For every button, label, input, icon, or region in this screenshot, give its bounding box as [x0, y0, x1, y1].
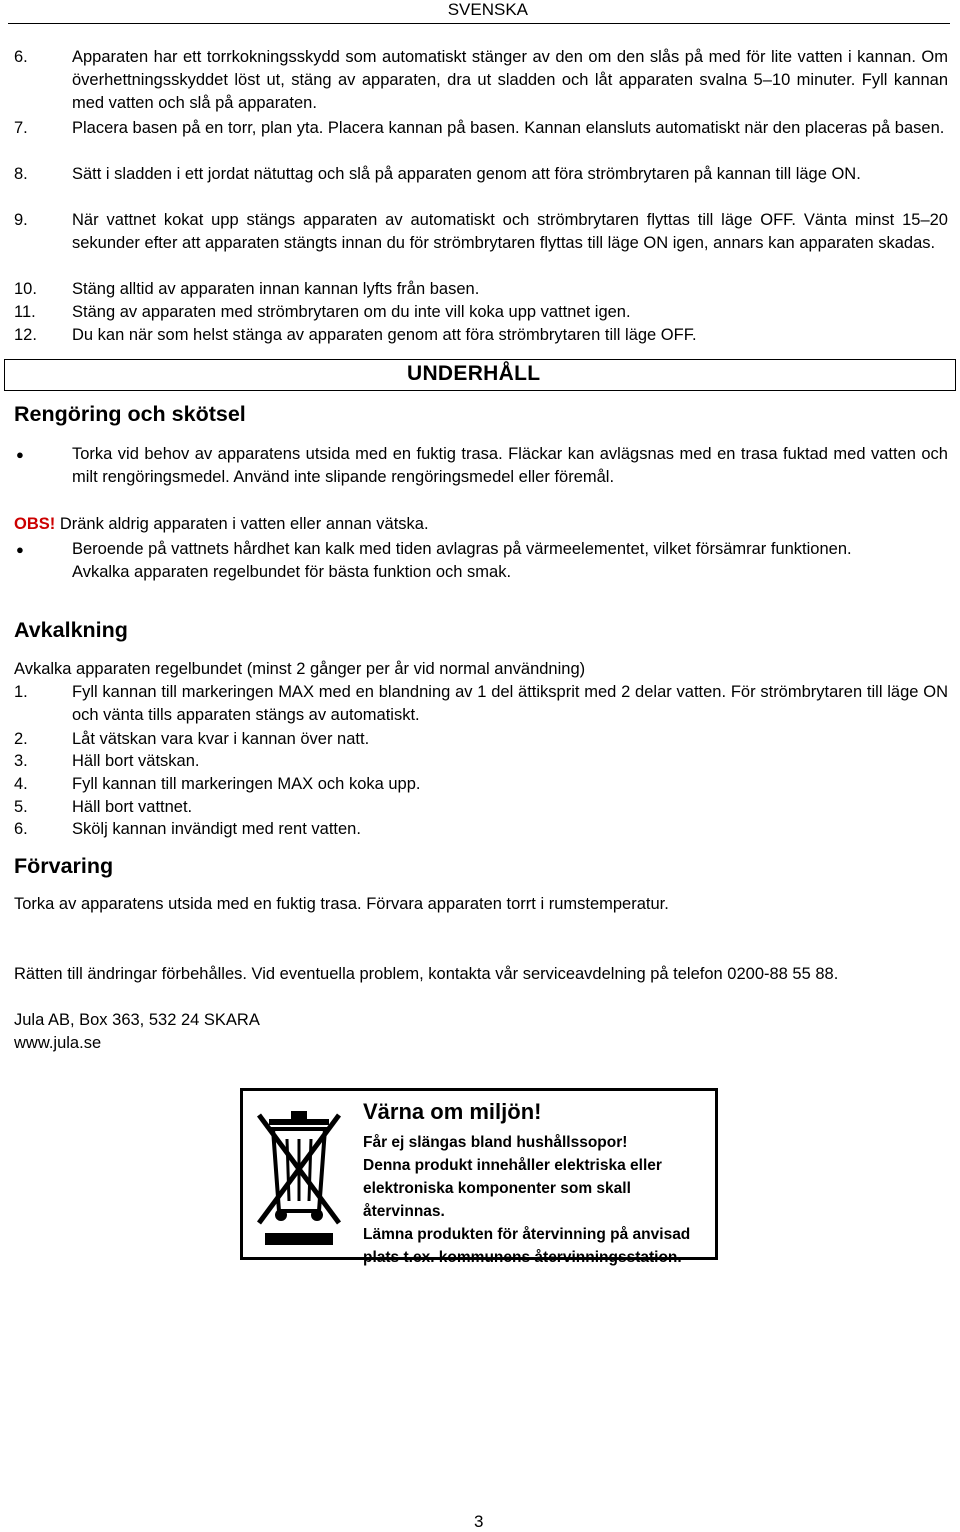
- instruction-item: [14, 301, 948, 324]
- environment-text: [363, 1131, 715, 1269]
- maintenance-banner: [4, 359, 956, 391]
- storage-text: Torka av apparatens utsida med en fuktig trasa. Förvara apparaten torrt i rumstemperatur.: [14, 895, 669, 913]
- descaling-step: [14, 750, 948, 773]
- bullet-icon: ●: [16, 542, 24, 557]
- footer-address: Jula AB, Box 363, 532 24 SKARA: [14, 1011, 260, 1029]
- step-number: 3.: [14, 752, 28, 770]
- step-number: 6.: [14, 820, 28, 838]
- environment-line: Lämna produkten för återvinning på anvisad: [363, 1226, 691, 1243]
- page-number: 3: [474, 1512, 484, 1531]
- header-rule: [8, 23, 950, 24]
- step-text: Låt vätskan vara kvar i kannan över natt.: [72, 730, 370, 748]
- footer-website: www.jula.se: [14, 1034, 102, 1052]
- bullet-text: Torka vid behov av apparatens utsida med en fuktig trasa. Fläckar kan avlägsnas med en trasa fuktad med vatten och milt rengöringsmedel. Använd inte slipande rengöringsmedel eller föremål.: [72, 445, 948, 486]
- step-number: 4.: [14, 775, 28, 793]
- step-number: 2.: [14, 730, 28, 748]
- environment-line: Denna produkt innehåller elektriska eller: [363, 1157, 662, 1174]
- environment-line: elektroniska komponenter som skall återvinnas.: [363, 1180, 631, 1220]
- bullet-text: Beroende på vattnets hårdhet kan kalk med tiden avlagras på värmeelementet, vilket försämrar funktionen.: [72, 540, 852, 558]
- header-language: SVENSKA: [447, 0, 528, 19]
- step-text: Fyll kannan till markeringen MAX och koka upp.: [72, 775, 421, 793]
- instruction-number: 10.: [14, 280, 37, 298]
- instruction-item: [14, 278, 948, 301]
- environment-notice-box: [240, 1088, 718, 1266]
- descaling-step: [14, 728, 948, 751]
- obs-warning: [14, 513, 948, 536]
- crossed-out-wheelie-bin-icon: [251, 1101, 347, 1249]
- descaling-heading: Avkalkning: [14, 618, 128, 642]
- instruction-number: 7.: [14, 119, 28, 137]
- step-text: Häll bort vätskan.: [72, 752, 200, 770]
- step-number: 1.: [14, 683, 28, 701]
- instruction-text: Stäng alltid av apparaten innan kannan lyfts från basen.: [72, 280, 480, 298]
- instruction-item: [14, 324, 948, 347]
- obs-label: OBS!: [14, 515, 56, 533]
- storage-heading: Förvaring: [14, 854, 114, 878]
- instruction-text: Sätt i sladden i ett jordat nätuttag och slå på apparaten genom att föra strömbrytaren på kannan till läge ON.: [72, 165, 861, 183]
- descaling-step: [14, 773, 948, 796]
- step-number: 5.: [14, 798, 28, 816]
- instruction-number: 12.: [14, 326, 37, 344]
- environment-line: plats t.ex. kommunens återvinningsstation.: [363, 1249, 682, 1266]
- descaling-step: [14, 681, 948, 727]
- descaling-step: [14, 796, 948, 819]
- instruction-number: 9.: [14, 211, 28, 229]
- instruction-number: 8.: [14, 165, 28, 183]
- instruction-number: 11.: [14, 303, 36, 321]
- cleaning-heading: Rengöring och skötsel: [14, 402, 246, 426]
- instruction-item: [14, 46, 948, 115]
- environment-line: Får ej slängas bland hushållssopor!: [363, 1134, 628, 1151]
- step-text: Fyll kannan till markeringen MAX med en blandning av 1 del ättiksprit med 2 delar vatten. För strömbrytaren till läge ON och vänta tills apparaten stängs av automatiskt.: [72, 683, 948, 724]
- instruction-text: Apparaten har ett torrkokningsskydd som automatiskt stänger av den om den slås på med för lite vatten i kannan. Om överhettningsskyddet löst ut, stäng av apparaten, dra ut sladden och låt apparaten svalna 5–10 minuter. Fyll kannan med vatten och slå på apparaten.: [72, 48, 948, 112]
- instruction-text: Stäng av apparaten med strömbrytaren om du inte vill koka upp vattnet igen.: [72, 303, 631, 321]
- instruction-text: Placera basen på en torr, plan yta. Placera kannan på basen. Kannan elansluts automatiskt när den placeras på basen.: [72, 119, 945, 137]
- footer-notice: Rätten till ändringar förbehålles. Vid eventuella problem, kontakta vår serviceavdelning på telefon 0200-88 55 88.: [14, 965, 839, 983]
- instruction-text: Du kan när som helst stänga av apparaten genom att föra strömbrytaren till läge OFF.: [72, 326, 697, 344]
- instruction-item: [14, 163, 948, 186]
- step-text: Häll bort vattnet.: [72, 798, 193, 816]
- bullet-item: [14, 538, 948, 584]
- instruction-number: 6.: [14, 48, 28, 66]
- bullet-icon: ●: [16, 447, 24, 462]
- bullet-text-extra: Avkalka apparaten regelbundet för bästa funktion och smak.: [72, 563, 512, 581]
- maintenance-title: UNDERHÅLL: [407, 362, 541, 385]
- descaling-step: [14, 818, 948, 841]
- environment-title: Värna om miljön!: [363, 1099, 542, 1124]
- instruction-item: [14, 117, 948, 140]
- instruction-text: När vattnet kokat upp stängs apparaten av automatiskt och strömbrytaren flyttas till läge OFF. Vänta minst 15–20 sekunder efter att apparaten stängts innan du för strömbrytaren flyttas till läge ON igen, annars kan apparaten skadas.: [72, 211, 948, 252]
- descaling-intro: Avkalka apparaten regelbundet (minst 2 gånger per år vid normal användning): [14, 660, 586, 678]
- obs-text: Dränk aldrig apparaten i vatten eller annan vätska.: [55, 515, 429, 533]
- instruction-item: [14, 209, 948, 255]
- step-text: Skölj kannan invändigt med rent vatten.: [72, 820, 361, 838]
- bullet-item: [14, 443, 948, 489]
